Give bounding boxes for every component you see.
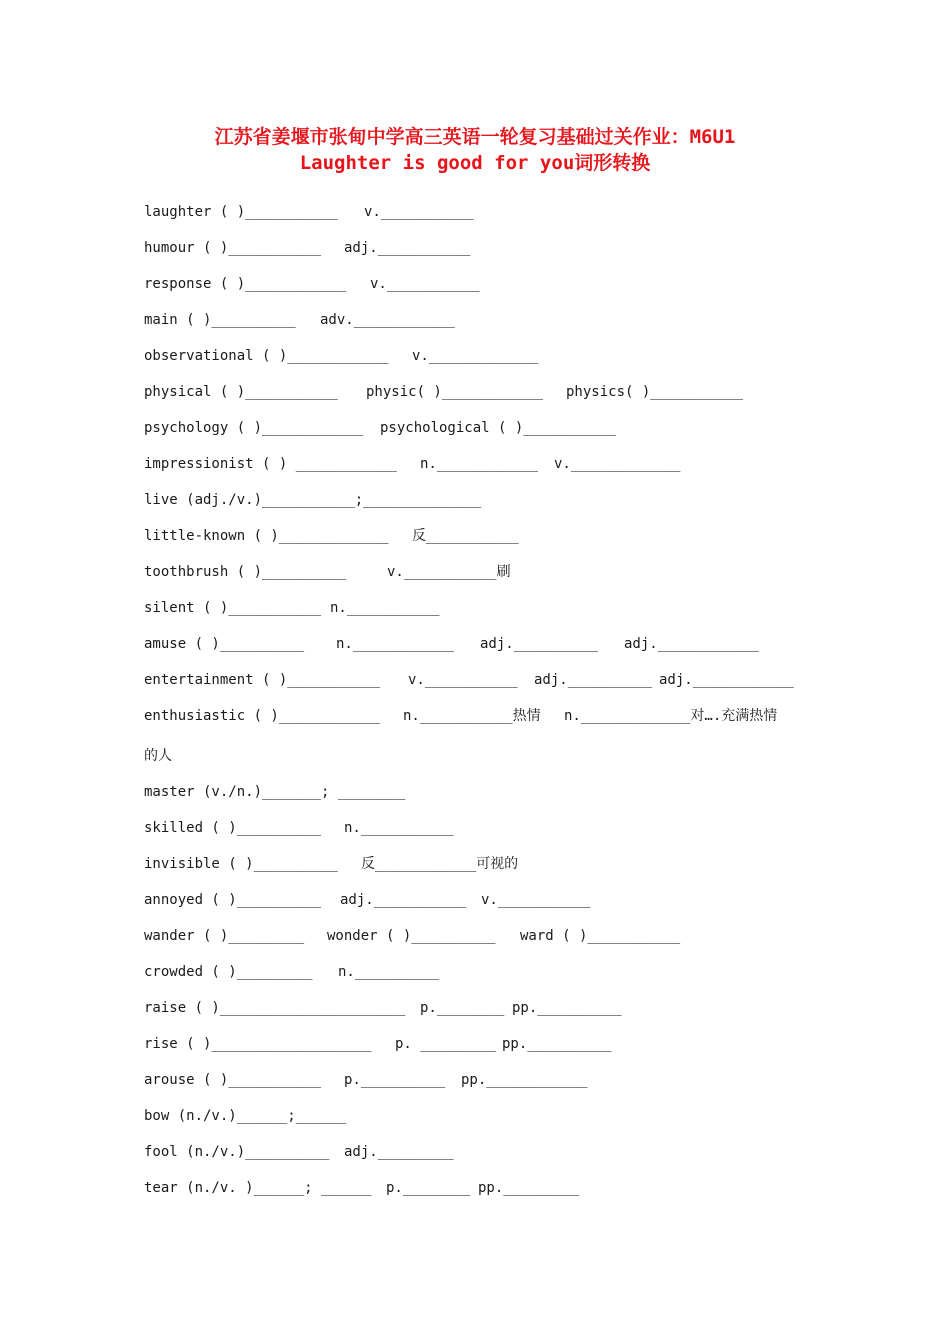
exercise-prompt: adj.____________ [624, 636, 759, 652]
exercise-row [144, 380, 844, 404]
exercise-prompt: n._____________对….充满热情 [564, 708, 778, 724]
exercise-prompt: p.__________ [344, 1072, 446, 1088]
exercise-prompt: 反___________ [412, 528, 519, 544]
exercise-row [144, 960, 844, 984]
exercise-prompt: v.___________刷 [387, 564, 511, 580]
exercise-prompt: enthusiastic ( )____________ [144, 708, 381, 724]
exercise-prompt: p.________ [386, 1180, 471, 1196]
exercise-prompt: adj.____________ [659, 672, 794, 688]
exercise-prompt: main ( )__________ [144, 312, 296, 328]
exercise-prompt: ward ( )___________ [520, 928, 681, 944]
exercise-prompt: humour ( )___________ [144, 240, 322, 256]
exercise-prompt: wander ( )_________ [144, 928, 305, 944]
exercise-row [144, 668, 844, 692]
exercise-prompt: annoyed ( )__________ [144, 892, 322, 908]
exercise-row [144, 452, 844, 476]
exercise-prompt: physic( )____________ [366, 384, 544, 400]
exercise-prompt: little-known ( )_____________ [144, 528, 389, 544]
exercise-prompt: psychology ( )____________ [144, 420, 364, 436]
exercise-prompt: crowded ( )_________ [144, 964, 313, 980]
exercise-prompt: 反____________可视的 [361, 856, 519, 872]
exercise-row [144, 596, 844, 620]
exercise-prompt: psychological ( )___________ [380, 420, 617, 436]
exercise-row [144, 996, 844, 1020]
exercise-prompt: live (adj./v.)___________;______________ [144, 492, 482, 508]
exercise-prompt: n.___________ [344, 820, 454, 836]
exercise-row [144, 560, 844, 584]
exercise-prompt: pp.__________ [502, 1036, 612, 1052]
exercise-prompt: v.___________ [408, 672, 518, 688]
exercise-prompt: adj._________ [344, 1144, 454, 1160]
exercise-row [144, 308, 844, 332]
exercise-prompt: rise ( )___________________ [144, 1036, 372, 1052]
exercise-prompt: n.__________ [338, 964, 440, 980]
exercise-prompt: arouse ( )___________ [144, 1072, 322, 1088]
exercise-prompt: adj.__________ [480, 636, 599, 652]
exercise-prompt: pp._________ [478, 1180, 580, 1196]
exercise-row [144, 1104, 844, 1128]
exercise-prompt: adv.____________ [320, 312, 455, 328]
exercise-row [144, 1176, 844, 1200]
exercise-row [144, 200, 844, 224]
exercise-row [144, 888, 844, 912]
exercise-row [144, 344, 844, 368]
exercise-prompt: observational ( )____________ [144, 348, 389, 364]
exercise-prompt: p. _________ [395, 1036, 497, 1052]
exercise-row [144, 488, 844, 512]
exercise-prompt: v.___________ [481, 892, 591, 908]
exercise-row [144, 524, 844, 548]
exercise-prompt: tear (n./v. )______; ______ [144, 1180, 372, 1196]
exercise-prompt: n.___________ [330, 600, 440, 616]
exercise-prompt: laughter ( )___________ [144, 204, 338, 220]
exercise-prompt: entertainment ( )___________ [144, 672, 381, 688]
exercise-row [144, 924, 844, 948]
exercise-prompt: raise ( )______________________ [144, 1000, 406, 1016]
exercise-prompt: v.___________ [364, 204, 474, 220]
exercise-prompt: adj.___________ [340, 892, 467, 908]
exercise-prompt: fool (n./v.)__________ [144, 1144, 330, 1160]
exercise-prompt: impressionist ( ) ____________ [144, 456, 397, 472]
exercise-prompt: physical ( )___________ [144, 384, 338, 400]
exercise-prompt: bow (n./v.)______;______ [144, 1108, 347, 1124]
exercise-prompt: pp.__________ [512, 1000, 622, 1016]
exercise-prompt: 的人 [144, 748, 172, 764]
exercise-row [144, 1068, 844, 1092]
exercise-prompt: toothbrush ( )__________ [144, 564, 347, 580]
exercise-prompt: n.___________热情 [403, 708, 541, 724]
exercise-prompt: silent ( )___________ [144, 600, 322, 616]
exercise-prompt: n.____________ [420, 456, 539, 472]
exercise-prompt: pp.____________ [461, 1072, 588, 1088]
exercise-row [144, 1140, 844, 1164]
exercise-prompt: v._____________ [412, 348, 539, 364]
exercise-prompt: invisible ( )__________ [144, 856, 338, 872]
exercise-prompt: p.________ [420, 1000, 505, 1016]
exercise-row [144, 272, 844, 296]
document-title-line-2: Laughter is good for you词形转换 [299, 152, 651, 174]
exercise-row [144, 780, 844, 804]
exercise-prompt: adj.___________ [344, 240, 471, 256]
exercise-prompt: wonder ( )__________ [327, 928, 496, 944]
exercise-prompt: master (v./n.)_______; ________ [144, 784, 406, 800]
exercise-row [144, 236, 844, 260]
exercise-row [144, 1032, 844, 1056]
exercise-prompt: v._____________ [554, 456, 681, 472]
document-title-line-1: 江苏省姜堰市张甸中学高三英语一轮复习基础过关作业：M6U1 [214, 126, 736, 148]
exercise-row [144, 704, 844, 728]
exercise-prompt: skilled ( )__________ [144, 820, 322, 836]
exercise-row [144, 416, 844, 440]
exercise-prompt: response ( )____________ [144, 276, 347, 292]
exercise-prompt: physics( )___________ [566, 384, 744, 400]
exercise-prompt: v.___________ [370, 276, 480, 292]
exercise-row [144, 744, 844, 768]
exercise-row [144, 816, 844, 840]
exercise-prompt: n.____________ [336, 636, 455, 652]
exercise-row [144, 852, 844, 876]
exercise-prompt: amuse ( )__________ [144, 636, 305, 652]
exercise-prompt: adj.__________ [534, 672, 653, 688]
exercise-row [144, 632, 844, 656]
